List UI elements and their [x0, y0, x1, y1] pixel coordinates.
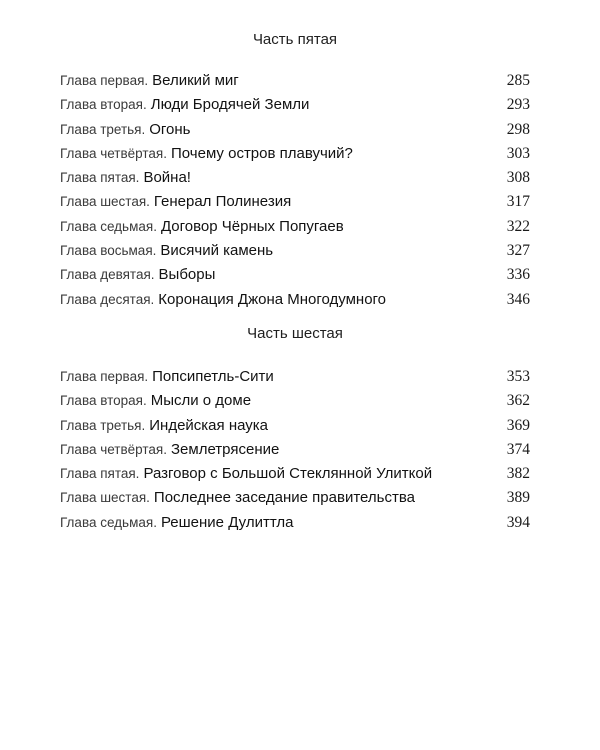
toc-entry[interactable] — [60, 69, 530, 93]
toc-entry[interactable] — [60, 486, 530, 510]
page-number: 298 — [506, 120, 530, 138]
chapter-label: Глава четвёртая. — [60, 441, 167, 457]
toc-entry[interactable] — [60, 142, 530, 166]
page-number: 382 — [506, 465, 530, 483]
page-number: 336 — [506, 266, 530, 284]
part-title: Часть пятая — [252, 31, 338, 48]
toc-entry[interactable] — [60, 365, 530, 389]
page-number: 322 — [506, 217, 530, 235]
chapter-label: Глава седьмая. — [60, 514, 157, 530]
chapter-title: Почему остров плавучий? — [171, 144, 353, 162]
page-number: 353 — [506, 368, 530, 385]
chapter-title: Разговор с Большой Стеклянной Улиткой — [143, 465, 433, 483]
toc-entry[interactable] — [60, 389, 530, 413]
chapter-list — [60, 365, 530, 535]
page-number: 317 — [506, 193, 530, 211]
chapter-title: Индейская наука — [149, 416, 269, 434]
toc-entry[interactable] — [60, 239, 530, 263]
page-number: 394 — [506, 513, 530, 531]
page-number: 362 — [506, 392, 530, 410]
chapter-label: Глава шестая. — [60, 194, 150, 210]
page-number: 389 — [506, 489, 530, 507]
chapter-label: Глава вторая. — [60, 393, 147, 409]
chapter-label: Глава первая. — [60, 369, 149, 384]
toc-entry[interactable] — [60, 511, 530, 535]
chapter-label: Глава восьмая. — [60, 243, 157, 259]
chapter-title: Люди Бродячей Земли — [150, 96, 310, 114]
chapter-label: Глава четвёртая. — [60, 145, 167, 161]
toc-entry[interactable] — [60, 462, 530, 486]
chapter-title: Генерал Полинезия — [153, 193, 292, 211]
chapter-label: Глава третья. — [60, 121, 146, 137]
toc-entry[interactable] — [60, 190, 530, 214]
chapter-title: Великий миг — [152, 72, 239, 89]
chapter-title: Мысли о доме — [150, 392, 252, 410]
chapter-title: Решение Дулиттла — [160, 513, 294, 531]
page-number: 327 — [506, 242, 530, 260]
chapter-title: Землетрясение — [171, 440, 280, 458]
chapter-label: Глава десятая. — [60, 291, 155, 307]
page-number: 369 — [506, 416, 530, 434]
chapter-label: Глава девятая. — [60, 267, 155, 283]
chapter-title: Попсипетль-Сити — [152, 368, 274, 385]
chapter-label: Глава пятая. — [60, 466, 140, 482]
chapter-label: Глава первая. — [60, 73, 149, 88]
chapter-label: Глава вторая. — [60, 97, 147, 113]
toc-entry[interactable] — [60, 414, 530, 438]
chapter-title: Огонь — [149, 120, 191, 138]
page-number: 308 — [506, 169, 530, 187]
chapter-title: Война! — [143, 169, 191, 187]
page-number: 374 — [506, 440, 530, 458]
page-number: 285 — [506, 72, 530, 89]
toc-entry[interactable] — [60, 215, 530, 239]
page-number: 346 — [506, 290, 530, 308]
toc-entry[interactable] — [60, 288, 530, 312]
toc-entry[interactable] — [60, 118, 530, 142]
chapter-list — [60, 69, 530, 312]
part-title: Часть шестая — [247, 325, 343, 342]
chapter-label: Глава третья. — [60, 417, 146, 433]
part-five-section — [60, 28, 530, 312]
chapter-label: Глава шестая. — [60, 490, 150, 506]
toc-entry[interactable] — [60, 438, 530, 462]
part-six-section — [60, 322, 530, 535]
chapter-title: Выборы — [158, 266, 216, 284]
chapter-title: Последнее заседание правительства — [153, 489, 415, 507]
chapter-label: Глава пятая. — [60, 170, 140, 186]
toc-entry[interactable] — [60, 263, 530, 287]
chapter-title: Коронация Джона Многодумного — [158, 290, 387, 308]
page-number: 303 — [506, 144, 530, 162]
page-number: 293 — [506, 96, 530, 114]
toc-entry[interactable] — [60, 93, 530, 117]
chapter-title: Висячий камень — [160, 242, 274, 260]
chapter-label: Глава седьмая. — [60, 218, 157, 234]
toc-entry[interactable] — [60, 166, 530, 190]
chapter-title: Договор Чёрных Попугаев — [160, 217, 344, 235]
